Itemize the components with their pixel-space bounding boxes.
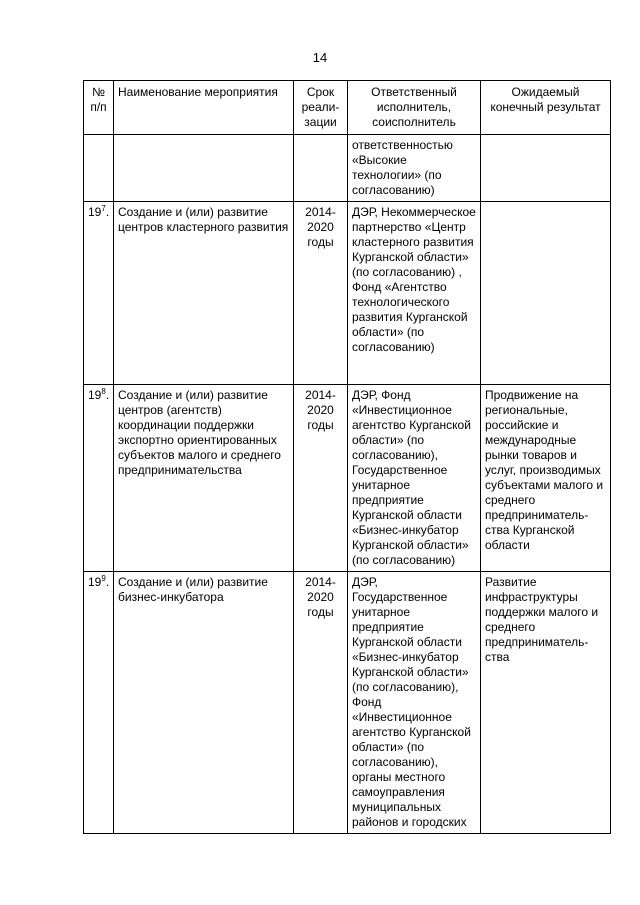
header-term: Срок реали-зации <box>294 81 348 135</box>
page-number: 14 <box>312 50 328 65</box>
header-no: № п/п <box>84 81 114 135</box>
cell-executor: ответственностью «Высокие технологии» (по согласованию) <box>348 135 481 202</box>
table-row <box>84 202 611 385</box>
cell-term: 2014- 2020 годы <box>294 202 348 385</box>
cell-executor: ДЭР, Фонд «Инвестиционное агентство Курганской области» (по согласованию), Государственное унитарное предприятие Курганской области «Бизнес-инкубатор Курганской области» (по согласованию) <box>348 385 481 572</box>
cell-result: Развитие инфраструктуры поддержки малого и среднего предприниматель-ства <box>481 572 611 834</box>
cell-name <box>114 135 294 202</box>
table-row <box>84 385 611 572</box>
table-row <box>84 135 611 202</box>
cell-no: $19^7$. <box>84 202 114 385</box>
cell-executor: ДЭР, Некоммерческое партнерство «Центр кластерного развития Курганской области» (по согласованию) , Фонд «Агентство технологического развития Курганской области» (по согласованию) <box>348 202 481 385</box>
cell-term: 2014- 2020 годы <box>294 572 348 834</box>
table-row <box>84 572 611 834</box>
cell-executor: ДЭР, Государственное унитарное предприятие Курганской области «Бизнес-инкубатор Курганской области» (по согласованию), Фонд «Инвестиционное агентство Курганской области» (по согласованию), органы местного самоуправления муниципальных районов и городских <box>348 572 481 834</box>
cell-name: Создание и (или) развитие центров кластерного развития <box>114 202 294 385</box>
measures-table <box>83 80 611 834</box>
header-executor: Ответственный исполнитель, соисполнитель <box>348 81 481 135</box>
cell-term <box>294 135 348 202</box>
cell-name: Создание и (или) развитие центров (агентств) координации поддержки экспортно ориентированных субъектов малого и среднего предпринимательства <box>114 385 294 572</box>
cell-no: $19^9$. <box>84 572 114 834</box>
header-result: Ожидаемый конечный результат <box>481 81 611 135</box>
cell-no: $19^8$. <box>84 385 114 572</box>
cell-result <box>481 202 611 385</box>
cell-name: Создание и (или) развитие бизнес-инкубатора <box>114 572 294 834</box>
cell-no <box>84 135 114 202</box>
cell-term: 2014- 2020 годы <box>294 385 348 572</box>
cell-result <box>481 135 611 202</box>
table-header-row <box>84 81 611 135</box>
cell-result: Продвижение на региональные, российские и международные рынки товаров и услуг, производимых субъектами малого и среднего предприниматель-ства Курганской области <box>481 385 611 572</box>
header-name: Наименование мероприятия <box>114 81 294 135</box>
